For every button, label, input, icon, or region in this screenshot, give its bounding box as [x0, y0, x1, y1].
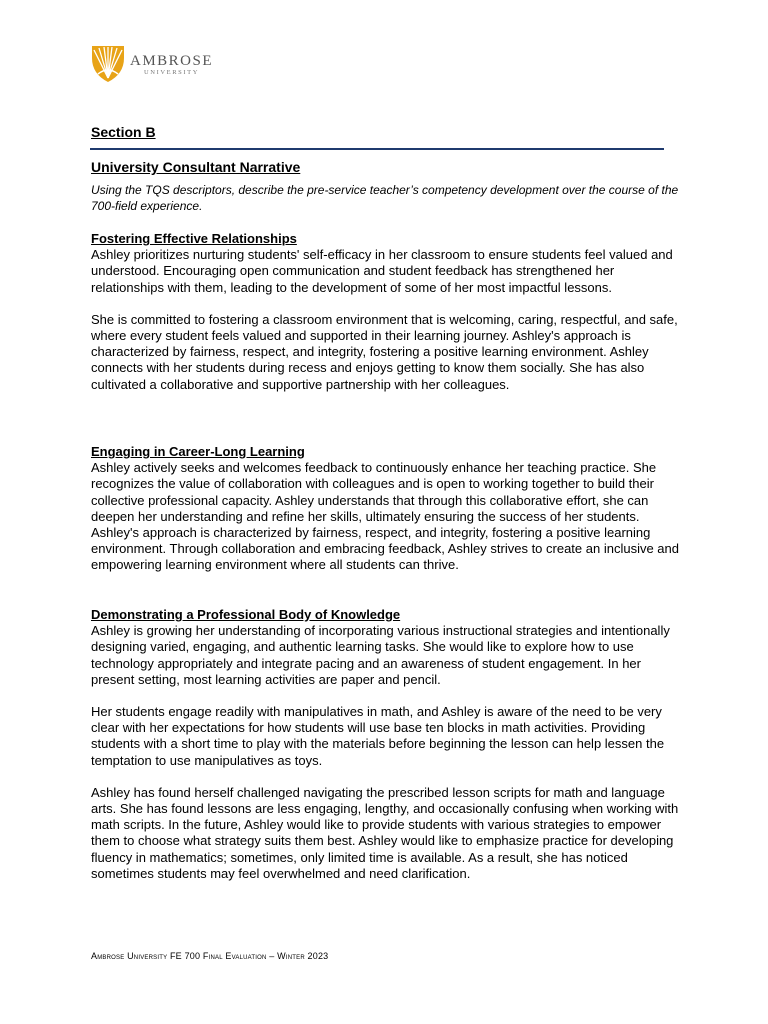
logo-subtitle: UNIVERSITY: [144, 69, 199, 76]
paragraph: Ashley is growing her understanding of incorporating various instructional strategies and intentionally designing varied, engaging, and authentic learning tasks. She would like to explore how to use technology appropriately and integrate pacing and an awareness of student engagement. In her present setting, most learning activities are paper and pencil.: [91, 623, 670, 687]
paragraph: Ashley has found herself challenged navigating the prescribed lesson scripts for math and language arts. She has found lessons are less engaging, lengthy, and occasionally confusing when working with math scripts. In the future, Ashley would like to provide students with various strategies to empower them to choose what strategy suits them best. Ashley would like to emphasize practice for developing fluency in mathematics; sometimes, only limited time is available. As a result, she has noticed sometimes students may feel overwhelmed and need clarification.: [91, 784, 679, 881]
paragraph: Her students engage readily with manipulatives in math, and Ashley is aware of the need to be very clear with her expectations for how students will use base ten blocks in math activities. Providing students with a short time to play with the materials before beginning the lesson can help lessen the temptation to use manipulatives as toys.: [91, 704, 665, 768]
logo-name: AMBROSE: [130, 53, 214, 69]
page-footer: Ambrose University FE 700 Final Evaluation – Winter 2023: [91, 951, 329, 961]
paragraph: Ashley prioritizes nurturing students' self-efficacy in her classroom to ensure students feel valued and understood. Encouraging open communication and student feedback has strengthened her relationships with them, leading to the development of some of her most impactful lessons.: [91, 247, 673, 295]
section-professional-knowledge: [91, 607, 681, 882]
section-career-long-learning: [91, 444, 681, 574]
section-heading: Fostering Effective Relationships: [91, 231, 297, 246]
university-logo: [90, 44, 220, 84]
section-title: Section B: [91, 124, 156, 140]
narrative-title: University Consultant Narrative: [91, 159, 301, 175]
section-fostering-relationships: [91, 231, 681, 393]
paragraph: Ashley actively seeks and welcomes feedback to continuously enhance her teaching practice. She recognizes the value of collaboration with colleagues and is open to working together to build their collective professional capacity. Ashley understands that through this collaborative effort, she can deepen her understanding and refine her skills, ultimately ensuring the success of her students. Ashley's approach is characterized by fairness, respect, and integrity, fostering a positive learning environment. Through collaboration and embracing feedback, Ashley strives to create an inclusive and empowering learning environment where all students can thrive.: [91, 460, 679, 573]
section-divider: [90, 148, 664, 150]
section-heading: Engaging in Career-Long Learning: [91, 444, 305, 459]
sunburst-shield-icon: [90, 44, 126, 84]
paragraph: She is committed to fostering a classroom environment that is welcoming, caring, respectful, and safe, where every student feels valued and supported in their learning journey. Ashley's approach is characterized by fairness, respect, and integrity, fostering a positive learning environment. Ashley connects with her students during recess and enjoys getting to know them socially. She has also cultivated a collaborative and supportive partnership with her colleagues.: [91, 311, 678, 392]
instructions-text: Using the TQS descriptors, describe the pre-service teacher’s competency development over the course of the 700-field experience.: [91, 183, 679, 213]
section-heading: Demonstrating a Professional Body of Knowledge: [91, 607, 401, 622]
